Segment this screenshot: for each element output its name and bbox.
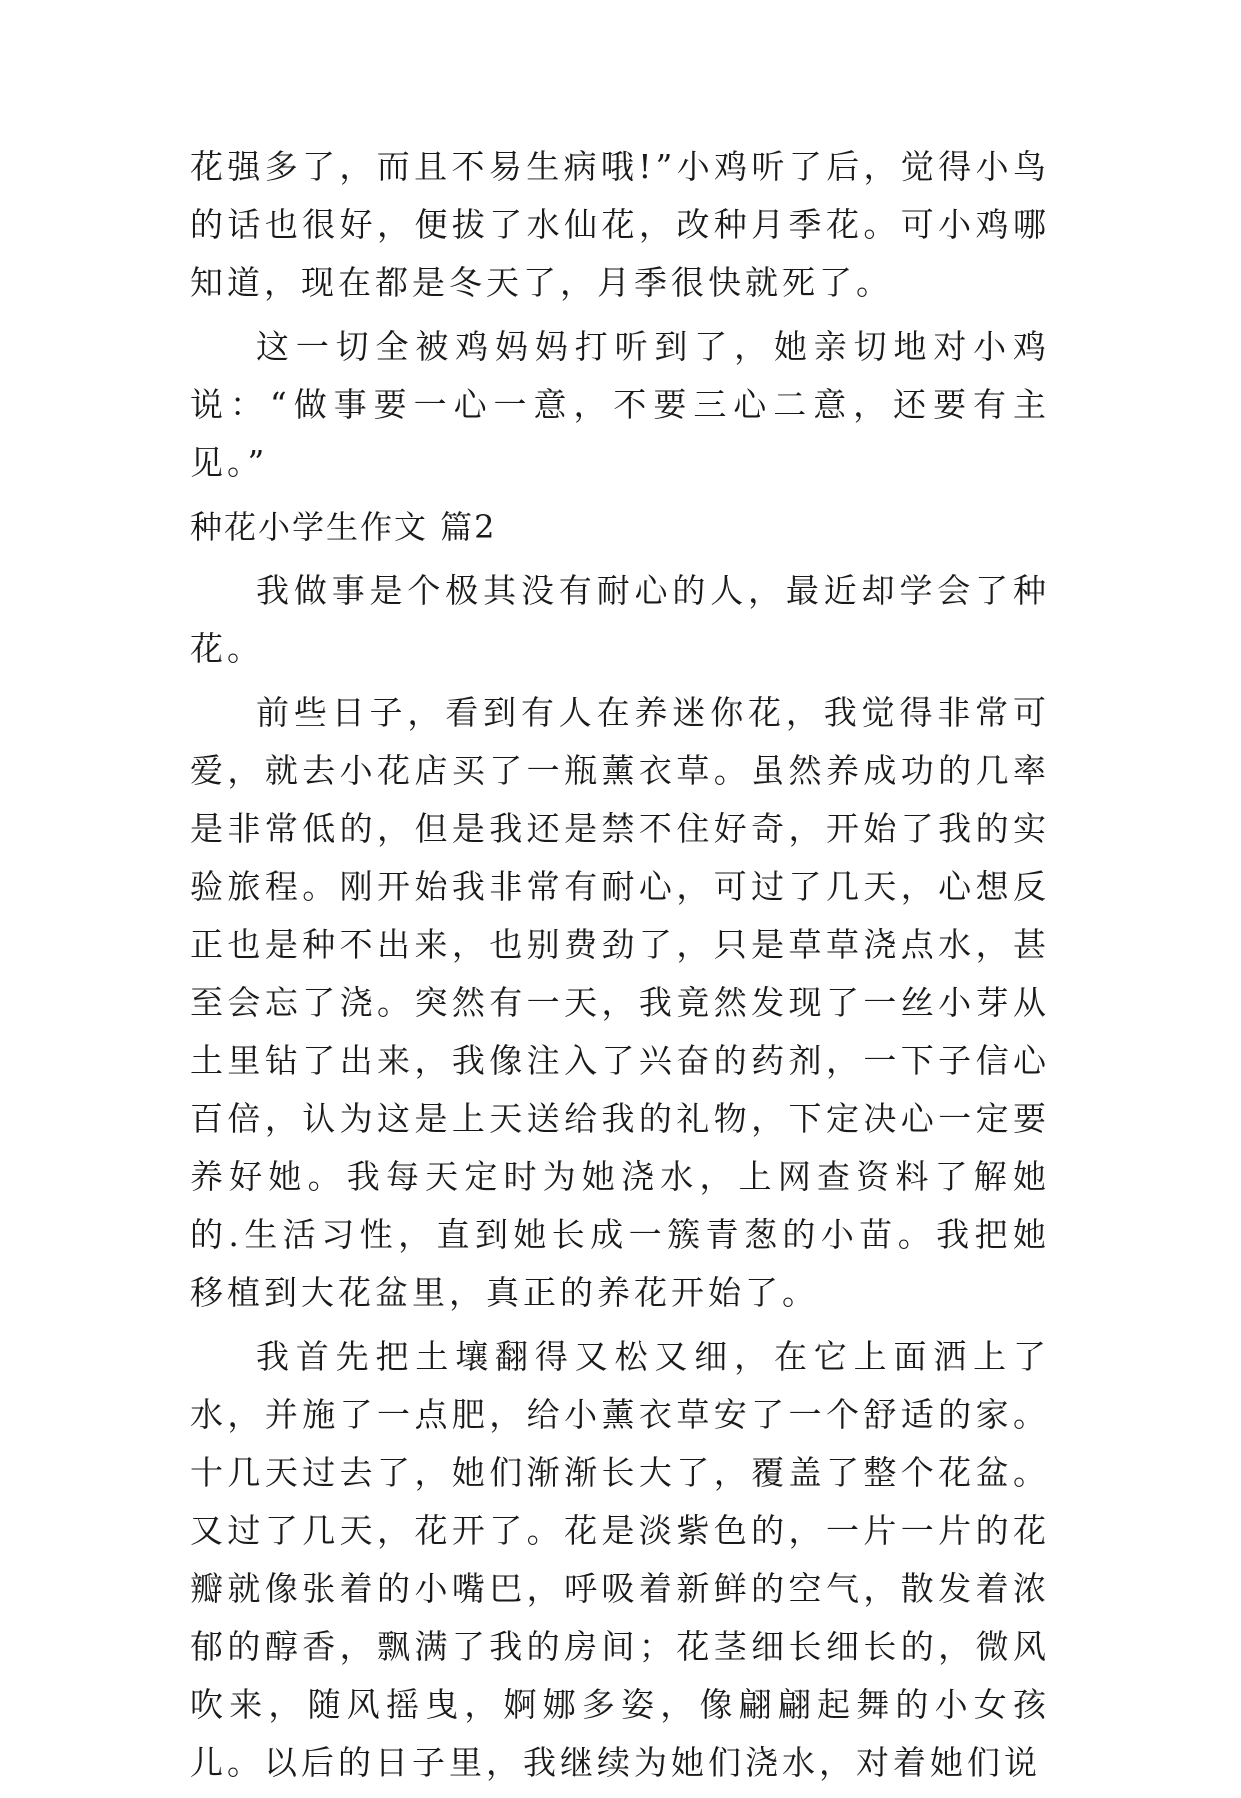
paragraph: 前些日子，看到有人在养迷你花，我觉得非常可爱，就去小花店买了一瓶薰衣草。虽然养成功的几率是非常低的，但是我还是禁不住好奇，开始了我的实验旅程。刚开始我非常有耐心，可过了几天，心想反正也是种不出来，也别费劲了，只是草草浇点水，甚至会忘了浇。突然有一天，我竟然发现了一丝小芽从土里钻了出来，我像注入了兴奋的药剂，一下子信心百倍，认为这是上天送给我的礼物，下定决心一定要养好她。我每天定时为她浇水，上网查资料了解她的.生活习性，直到她长成一簇青葱的小苗。我把她移植到大花盆里，真正的养花开始了。 [190,693,1050,1312]
paragraph: 花强多了，而且不易生病哦!”小鸡听了后，觉得小鸟的话也很好，便拔了水仙花，改种月季花。可小鸡哪知道，现在都是冬天了，月季很快就死了。 [190,147,1050,302]
section-heading: 种花小学生作文 篇2 [190,508,497,546]
paragraph: 我做事是个极其没有耐心的人，最近却学会了种花。 [190,571,1050,668]
document-body [190,138,1050,1798]
paragraph: 我首先把土壤翻得又松又细，在它上面洒上了水，并施了一点肥，给小薰衣草安了一个舒适的家。十几天过去了，她们渐渐长大了，覆盖了整个花盆。又过了几天，花开了。花是淡紫色的，一片一片的花瓣就像张着的小嘴巴，呼吸着新鲜的空气，散发着浓郁的醇香，飘满了我的房间；花茎细长细长的，微风吹来，随风摇曳，婀娜多姿，像翩翩起舞的小女孩儿。以后的日子里，我继续为她们浇水，对着她们说 [190,1337,1050,1782]
paragraph: 这一切全被鸡妈妈打听到了，她亲切地对小鸡说：“做事要一心一意，不要三心二意，还要有主见。” [190,327,1050,482]
